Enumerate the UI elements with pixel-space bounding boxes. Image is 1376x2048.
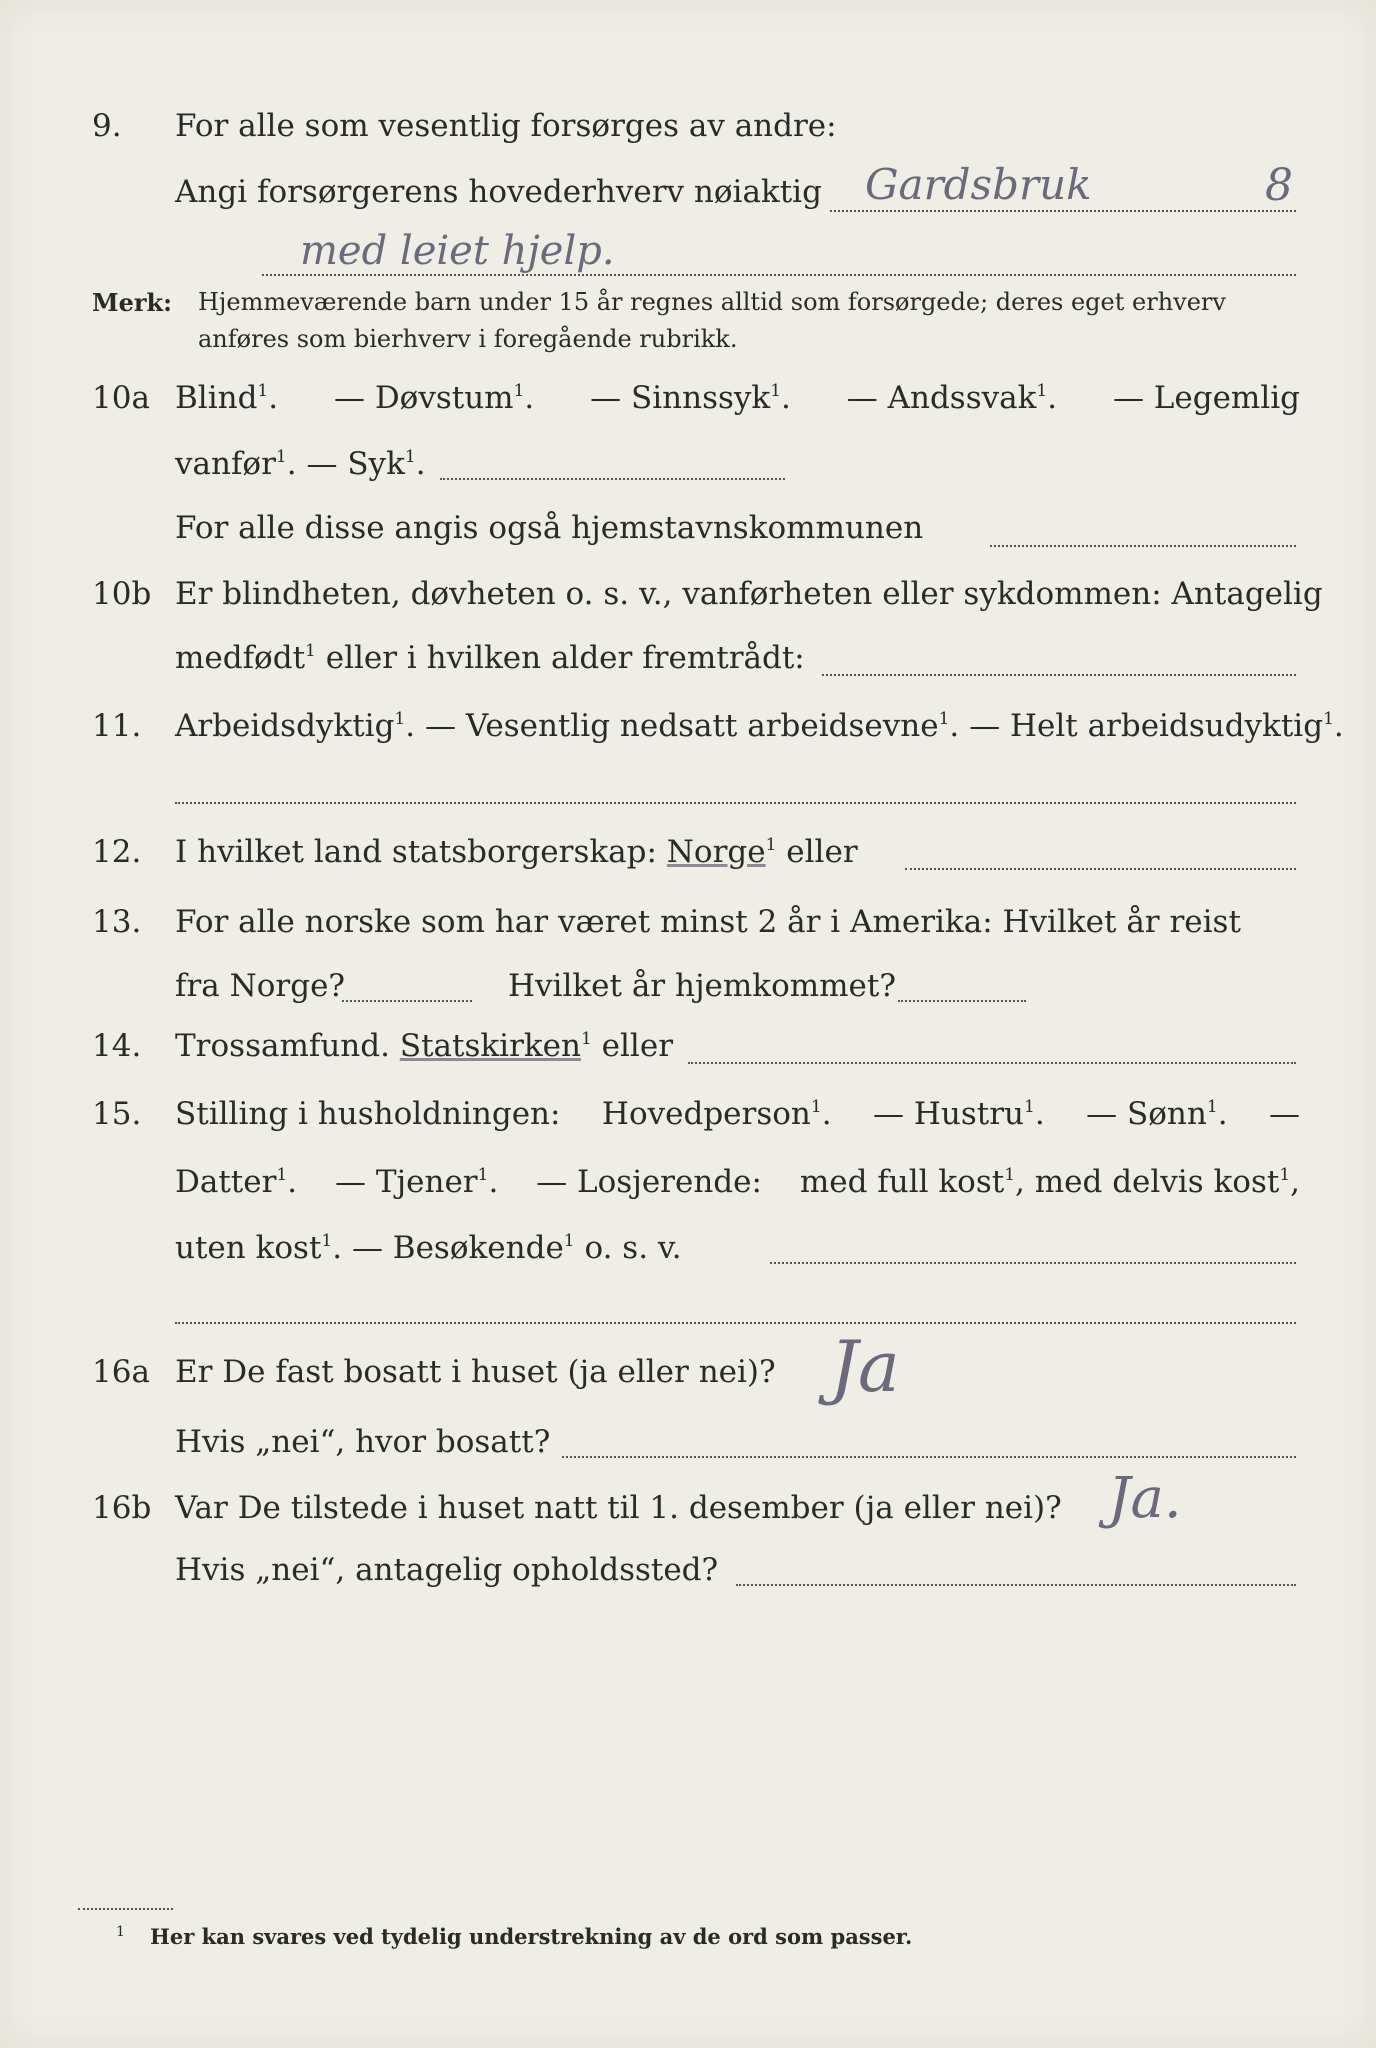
answer-line — [262, 274, 1296, 276]
item-number: 13. — [92, 904, 142, 940]
answer-line — [830, 210, 1296, 212]
handwritten-mark: 8 — [1265, 160, 1293, 211]
merk-text: Hjemmeværende barn under 15 år regnes alltid som forsørgede; deres eget erhverv anføres som bierhverv i foregående rubrikk. — [198, 288, 1226, 353]
answer-line — [688, 1062, 1296, 1064]
answer-line — [440, 478, 785, 480]
census-form-page: 9. For alle som vesentlig forsørges av andre: Angi forsørgerens hovederhverv nøiaktig Gardsbruk 8 med leiet hjelp. Merk: Hjemmeværende barn under 15 år regnes alltid som forsørgede; deres eget erhverv anføres som bierhverv i foregående rubrikk. 10a Blind$^1$. — Døvstum$^1$. — Sinnssyk$^1$. — Andssvak$^1$. — Legemlig vanfør$^1$. — Syk$^1$. For alle disse angis også hjemstavnskommunen 10b Er blindheten, døvheten o. s. v., vanførheten eller sykdommen: Antagelig medfødt$^1$ eller i hvilken alder fremtrådt: 11. Arbeidsdyktig$^1$. — Vesentlig nedsatt arbeidsevne$^1$. — Helt arbeidsudyktig$^1$. 12. I hvilket land statsborgerskap: Norge$^1$ eller 13. For alle norske som har været minst 2 år i Amerika: Hvilket år reist fra Norge? Hvilket år hjemkommet? 14. Trossamfund. Statskirken$^1$ eller 15. Stilling i husholdningen: Hovedperson$^1$. — Hustru$^1$. — Sønn$^1$. — Datter$^1$. — Tjener$^1$. — Losjerende: med full kost$^1$, med delvis kost$^1$, uten kost$^1$. — Besøkende$^1$ o. s. v. 16a Er De fast bosatt i huset (ja eller nei)? Ja Hvis „nei“, hvor bosatt? 16b Var De tilstede i huset natt til 1. desember (ja eller nei)? Ja. Hvis „nei“, antagelig opholdssted? 1 Her kan svares ved tydelig understrekning av de ord som passer. — [0, 0, 1376, 2048]
answer-line — [175, 802, 1296, 804]
answer-line — [898, 1000, 1026, 1002]
answer-line — [342, 1000, 472, 1002]
underlined-statskirken: Statskirken — [399, 1028, 581, 1064]
footnote-text: Her kan svares ved tydelig understrekning av de ord som passer. — [150, 1924, 913, 1949]
item-number: 12. — [92, 834, 142, 870]
answer-line — [905, 868, 1296, 870]
item-text: For alle som vesentlig forsørges av andre: — [175, 108, 837, 144]
handwritten-answer: Ja — [830, 1326, 900, 1408]
item-number: 16b — [92, 1490, 152, 1526]
answer-line — [822, 674, 1296, 676]
item-number: 14. — [92, 1028, 142, 1064]
answer-line — [770, 1262, 1296, 1264]
answer-line — [990, 545, 1296, 547]
footnote-mark: 1 — [116, 1924, 125, 1940]
item-number: 11. — [92, 708, 142, 744]
item-number: 10b — [92, 576, 152, 612]
item-text: Angi forsørgerens hovederhverv nøiaktig — [175, 174, 822, 210]
handwritten-answer: med leiet hjelp. — [300, 228, 615, 274]
handwritten-answer: Gardsbruk — [865, 160, 1092, 209]
handwritten-answer: Ja. — [1108, 1466, 1182, 1531]
item-number: 15. — [92, 1096, 142, 1132]
answer-line — [175, 1322, 1296, 1324]
item-number: 16a — [92, 1354, 150, 1390]
underlined-norge: Norge — [666, 834, 766, 870]
item-text: Blind$^1$. — Døvstum$^1$. — Sinnssyk$^1$. — Andssvak$^1$. — Legemlig — [175, 380, 1300, 416]
footnote-rule — [78, 1908, 173, 1910]
answer-line — [736, 1584, 1296, 1586]
item-number: 9. — [92, 108, 122, 144]
item-number: 10a — [92, 380, 150, 416]
merk-label: Merk: — [92, 288, 172, 317]
answer-line — [562, 1456, 1296, 1458]
